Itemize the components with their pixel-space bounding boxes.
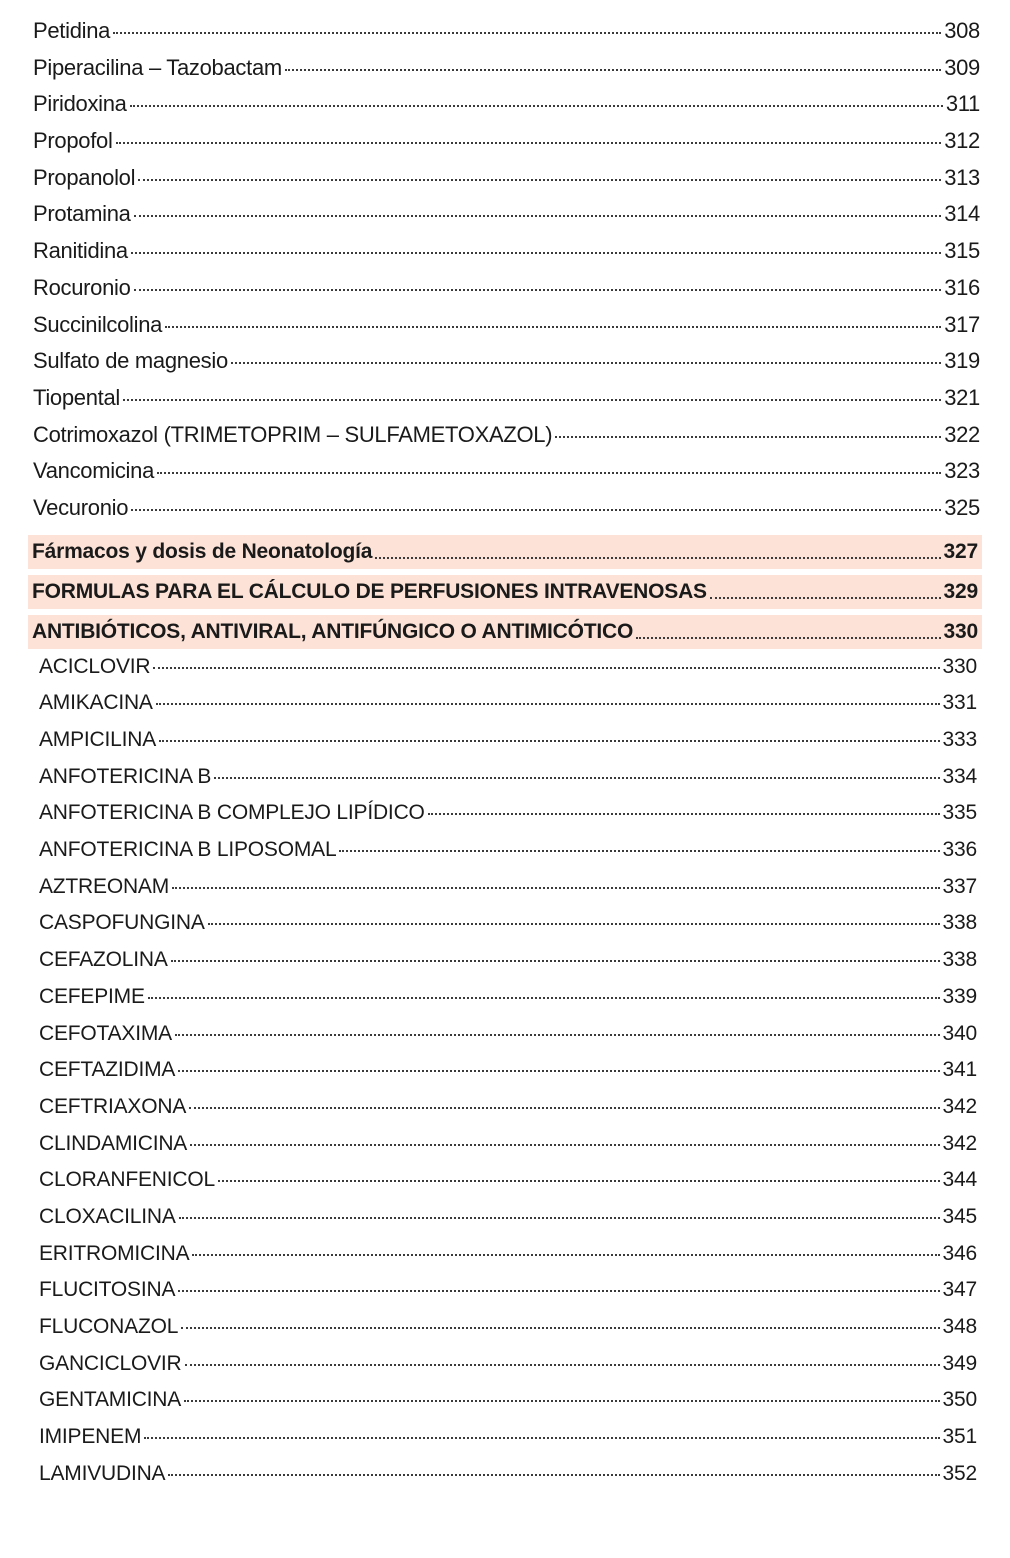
toc-entry-page: 323 bbox=[944, 458, 980, 484]
dot-leader bbox=[375, 557, 940, 559]
toc-entry[interactable] bbox=[0, 312, 1010, 349]
toc-entry[interactable] bbox=[0, 1205, 1010, 1242]
toc-entry-label: Protamina bbox=[33, 201, 131, 227]
toc-entry[interactable] bbox=[0, 422, 1010, 459]
dot-leader bbox=[134, 289, 942, 291]
toc-entry-page: 351 bbox=[942, 1425, 977, 1449]
toc-entry[interactable] bbox=[0, 1278, 1010, 1315]
dot-leader bbox=[148, 997, 940, 999]
toc-entry-page: 321 bbox=[944, 384, 980, 410]
dot-leader bbox=[131, 509, 941, 511]
toc-entry-label: ANFOTERICINA B bbox=[39, 764, 212, 788]
toc-entry[interactable] bbox=[0, 201, 1010, 238]
toc-entry-label: Petidina bbox=[33, 18, 111, 43]
toc-entry-page: 316 bbox=[944, 274, 980, 300]
dot-leader bbox=[214, 777, 939, 779]
dot-leader bbox=[636, 637, 940, 639]
toc-entry[interactable] bbox=[0, 348, 1010, 385]
toc-entry-page: 342 bbox=[942, 1094, 977, 1118]
toc-entry-page: 312 bbox=[944, 128, 980, 154]
dot-leader bbox=[428, 813, 940, 815]
toc-section-drugs bbox=[0, 18, 1010, 532]
toc-entry[interactable] bbox=[0, 238, 1010, 275]
dot-leader bbox=[218, 1180, 940, 1182]
toc-entry-page: 350 bbox=[942, 1388, 977, 1412]
toc-entry[interactable] bbox=[0, 1388, 1010, 1425]
toc-entry-label: Piridoxina bbox=[33, 91, 127, 117]
toc-entry[interactable] bbox=[0, 55, 1010, 92]
toc-entry[interactable] bbox=[0, 1315, 1010, 1352]
toc-entry-label: ANFOTERICINA B COMPLEJO LIPÍDICO bbox=[39, 801, 425, 825]
toc-entry[interactable] bbox=[0, 165, 1010, 202]
toc-entry[interactable] bbox=[0, 458, 1010, 495]
toc-entry-page: 313 bbox=[944, 164, 980, 190]
toc-heading-label: Fármacos y dosis de Neonatología bbox=[32, 539, 373, 563]
dot-leader bbox=[185, 1364, 940, 1366]
toc-entry[interactable] bbox=[0, 1242, 1010, 1279]
toc-entry-page: 330 bbox=[942, 654, 977, 678]
dot-leader bbox=[285, 69, 941, 71]
toc-entry-page: 309 bbox=[944, 54, 980, 80]
toc-entry[interactable] bbox=[0, 691, 1010, 728]
toc-entry-label: CLOXACILINA bbox=[39, 1204, 176, 1228]
dot-leader bbox=[181, 1327, 939, 1329]
toc-entry[interactable] bbox=[0, 91, 1010, 128]
dot-leader bbox=[189, 1107, 939, 1109]
dot-leader bbox=[178, 1070, 939, 1072]
toc-entry-page: 345 bbox=[942, 1204, 977, 1228]
toc-entry-page: 339 bbox=[942, 984, 977, 1008]
dot-leader bbox=[131, 252, 941, 254]
toc-heading-label: FORMULAS PARA EL CÁLCULO DE PERFUSIONES INTRAVENOSAS bbox=[32, 579, 707, 603]
dot-leader bbox=[179, 1217, 940, 1219]
toc-entry-page: 333 bbox=[942, 728, 977, 751]
toc-entry[interactable] bbox=[0, 765, 1010, 802]
toc-entry-label: Vecuronio bbox=[33, 494, 129, 520]
toc-entry-page: 334 bbox=[942, 764, 977, 788]
toc-entry-page: 338 bbox=[942, 911, 977, 935]
toc-entry-label: AZTREONAM bbox=[39, 874, 170, 898]
toc-entry-page: 347 bbox=[942, 1278, 977, 1302]
toc-section-antibiotics bbox=[0, 655, 1010, 1499]
toc-entry-label: Vancomicina bbox=[33, 458, 155, 484]
toc-entry[interactable] bbox=[0, 655, 1010, 692]
dot-leader bbox=[710, 597, 941, 599]
toc-entry-page: 322 bbox=[944, 421, 980, 447]
toc-heading-page: 329 bbox=[943, 579, 978, 603]
toc-entry[interactable] bbox=[0, 1095, 1010, 1132]
dot-leader bbox=[123, 399, 941, 401]
toc-entry-label: Propofol bbox=[33, 128, 113, 154]
dot-leader bbox=[178, 1290, 939, 1292]
toc-entry-page: 331 bbox=[942, 691, 977, 715]
dot-leader bbox=[184, 1400, 939, 1402]
toc-entry-label: CEFTAZIDIMA bbox=[39, 1058, 176, 1082]
toc-entry[interactable] bbox=[0, 385, 1010, 422]
toc-heading-page: 327 bbox=[943, 539, 978, 563]
table-of-contents bbox=[0, 18, 1010, 1498]
toc-entry-label: GENTAMICINA bbox=[39, 1388, 182, 1412]
dot-leader bbox=[134, 215, 942, 217]
dot-leader bbox=[171, 960, 940, 962]
toc-entry-page: 336 bbox=[942, 838, 977, 862]
toc-entry-page: 340 bbox=[942, 1021, 977, 1045]
toc-entry[interactable] bbox=[0, 948, 1010, 985]
dot-leader bbox=[231, 362, 941, 364]
toc-entry-label: LAMIVUDINA bbox=[39, 1461, 166, 1485]
toc-entry[interactable] bbox=[0, 1168, 1010, 1205]
toc-entry-page: 308 bbox=[944, 18, 980, 43]
toc-entry-page: 348 bbox=[942, 1315, 977, 1338]
toc-entry[interactable] bbox=[0, 1462, 1010, 1499]
dot-leader bbox=[153, 667, 939, 669]
toc-entry-label: CEFAZOLINA bbox=[39, 948, 168, 972]
toc-heading-formulas[interactable] bbox=[28, 575, 982, 609]
dot-leader bbox=[116, 142, 942, 144]
toc-entry-label: Ranitidina bbox=[33, 238, 128, 264]
toc-entry-page: 337 bbox=[942, 874, 977, 898]
dot-leader bbox=[175, 1034, 940, 1036]
dot-leader bbox=[165, 326, 941, 328]
toc-heading-label: ANTIBIÓTICOS, ANTIVIRAL, ANTIFÚNGICO O ANTIMICÓTICO bbox=[32, 619, 634, 643]
toc-entry-page: 319 bbox=[944, 348, 980, 374]
dot-leader bbox=[192, 1254, 939, 1256]
toc-entry[interactable] bbox=[0, 275, 1010, 312]
toc-heading-page: 330 bbox=[943, 619, 978, 643]
toc-entry-page: 335 bbox=[942, 801, 977, 825]
toc-entry[interactable] bbox=[0, 875, 1010, 912]
toc-entry-label: CLORANFENICOL bbox=[39, 1168, 215, 1192]
dot-leader bbox=[172, 887, 940, 889]
dot-leader bbox=[130, 105, 943, 107]
toc-entry-label: ERITROMICINA bbox=[39, 1241, 190, 1265]
toc-entry-page: 349 bbox=[942, 1351, 977, 1375]
toc-entry[interactable] bbox=[0, 1058, 1010, 1095]
toc-entry[interactable] bbox=[0, 1352, 1010, 1389]
dot-leader bbox=[555, 436, 941, 438]
dot-leader bbox=[159, 740, 940, 742]
toc-section-headings bbox=[0, 535, 1010, 649]
dot-leader bbox=[190, 1144, 939, 1146]
toc-entry[interactable] bbox=[0, 495, 1010, 532]
toc-entry[interactable] bbox=[0, 838, 1010, 875]
toc-entry-page: 341 bbox=[942, 1058, 977, 1082]
dot-leader bbox=[113, 32, 941, 34]
toc-entry[interactable] bbox=[0, 1022, 1010, 1059]
toc-entry[interactable] bbox=[0, 128, 1010, 165]
toc-entry-label: FLUCITOSINA bbox=[39, 1278, 176, 1302]
toc-entry-label: ACICLOVIR bbox=[39, 654, 151, 678]
toc-entry-label: Tiopental bbox=[33, 384, 120, 410]
toc-entry[interactable] bbox=[0, 911, 1010, 948]
toc-entry[interactable] bbox=[0, 801, 1010, 838]
toc-entry-page: 346 bbox=[942, 1241, 977, 1265]
toc-entry[interactable] bbox=[0, 1132, 1010, 1169]
toc-entry-label: AMPICILINA bbox=[39, 728, 157, 751]
toc-entry[interactable] bbox=[0, 1425, 1010, 1462]
toc-entry[interactable] bbox=[0, 18, 1010, 55]
dot-leader bbox=[156, 703, 940, 705]
toc-entry-label: CLINDAMICINA bbox=[39, 1131, 188, 1155]
toc-entry-page: 325 bbox=[944, 494, 980, 520]
toc-entry-label: FLUCONAZOL bbox=[39, 1315, 179, 1338]
toc-entry-page: 315 bbox=[944, 238, 980, 264]
toc-entry[interactable] bbox=[0, 985, 1010, 1022]
toc-entry-page: 314 bbox=[944, 201, 980, 227]
dot-leader bbox=[208, 923, 940, 925]
toc-entry-label: Propanolol bbox=[33, 164, 136, 190]
toc-entry-label: CEFTRIAXONA bbox=[39, 1094, 187, 1118]
toc-entry-label: Succinilcolina bbox=[33, 311, 163, 337]
toc-entry-page: 352 bbox=[942, 1461, 977, 1485]
toc-heading-neonatologia[interactable] bbox=[28, 535, 982, 569]
toc-entry-page: 344 bbox=[942, 1168, 977, 1192]
dot-leader bbox=[157, 472, 941, 474]
toc-heading-antibioticos[interactable] bbox=[28, 615, 982, 649]
toc-entry-label: CEFEPIME bbox=[39, 984, 145, 1008]
toc-entry-label: Sulfato de magnesio bbox=[33, 348, 228, 374]
toc-entry[interactable] bbox=[0, 728, 1010, 765]
toc-entry-label: ANFOTERICINA B LIPOSOMAL bbox=[39, 838, 337, 862]
dot-leader bbox=[168, 1474, 939, 1476]
toc-entry-label: CEFOTAXIMA bbox=[39, 1021, 172, 1045]
toc-entry-label: Cotrimoxazol (TRIMETOPRIM – SULFAMETOXAZOL) bbox=[33, 421, 553, 447]
toc-entry-label: IMIPENEM bbox=[39, 1425, 142, 1449]
toc-entry-page: 317 bbox=[944, 311, 980, 337]
toc-entry-page: 338 bbox=[942, 948, 977, 972]
dot-leader bbox=[144, 1437, 939, 1439]
toc-entry-label: AMIKACINA bbox=[39, 691, 153, 715]
toc-entry-page: 342 bbox=[942, 1131, 977, 1155]
toc-entry-page: 311 bbox=[945, 91, 980, 117]
toc-entry-label: GANCICLOVIR bbox=[39, 1351, 182, 1375]
toc-entry-label: Piperacilina – Tazobactam bbox=[33, 54, 282, 80]
toc-entry-label: Rocuronio bbox=[33, 274, 131, 300]
dot-leader bbox=[339, 850, 939, 852]
dot-leader bbox=[138, 179, 941, 181]
toc-entry-label: CASPOFUNGINA bbox=[39, 911, 205, 935]
